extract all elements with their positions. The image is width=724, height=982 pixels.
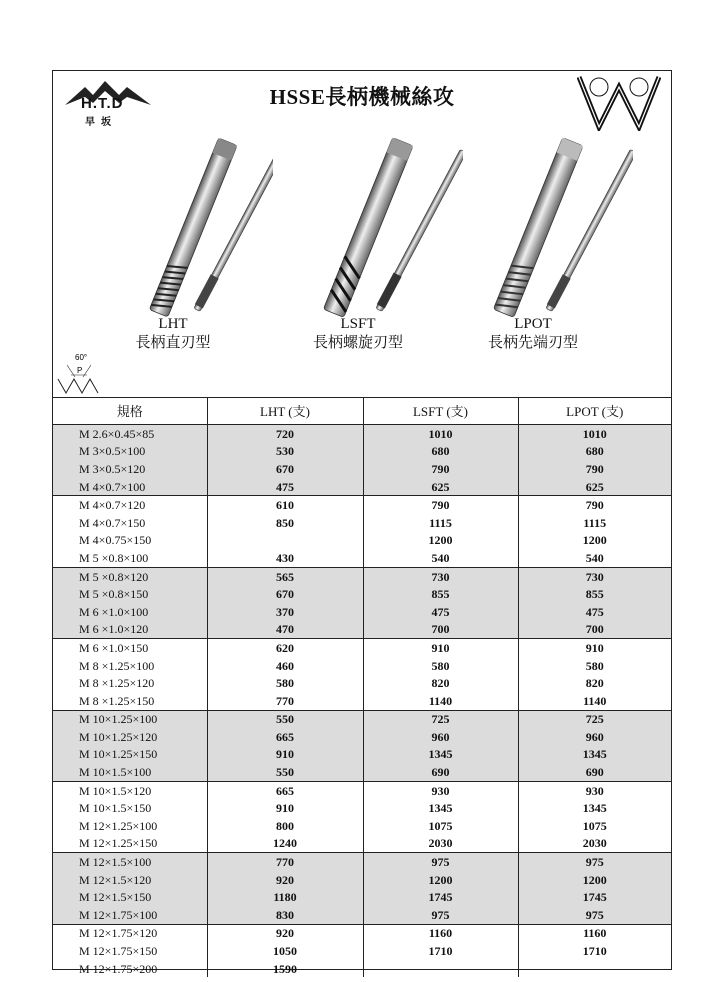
table-row: [53, 746, 671, 764]
cell-lht: 670: [207, 460, 363, 478]
cell-lsft: 1200: [363, 532, 518, 550]
cell-spec: M 10×1.25×100: [53, 710, 207, 728]
cell-lsft: 580: [363, 657, 518, 675]
cell-lpot: 680: [518, 443, 671, 461]
column-header-lpot: LPOT (支): [518, 397, 671, 425]
product-name: 長柄先端刃型: [487, 335, 578, 351]
table-row: [53, 567, 671, 585]
cell-lht: 620: [207, 639, 363, 657]
cell-spec: M 12×1.25×100: [53, 817, 207, 835]
cell-lht: 665: [207, 728, 363, 746]
cell-lht: 1050: [207, 942, 363, 960]
cell-lpot: 1010: [518, 425, 671, 443]
table-row: [53, 853, 671, 871]
cell-lht: 770: [207, 692, 363, 710]
cell-spec: M 12×1.75×150: [53, 942, 207, 960]
cell-lht: 670: [207, 585, 363, 603]
cell-lpot: 975: [518, 853, 671, 871]
cell-spec: M 10×1.5×120: [53, 781, 207, 799]
cell-lsft: 1140: [363, 692, 518, 710]
table-row: [53, 674, 671, 692]
cell-lsft: 725: [363, 710, 518, 728]
table-row: [53, 960, 671, 978]
cell-lsft: 1345: [363, 799, 518, 817]
cell-lsft: 700: [363, 621, 518, 639]
cell-spec: M 12×1.5×120: [53, 871, 207, 889]
cell-spec: M 3×0.5×100: [53, 443, 207, 461]
cell-lsft: 2030: [363, 835, 518, 853]
table-row: [53, 888, 671, 906]
table-row: [53, 906, 671, 924]
page-title: HSSE長柄機械絲攻: [269, 85, 455, 109]
cell-spec: M 12×1.75×120: [53, 924, 207, 942]
cell-lsft: [363, 960, 518, 978]
cell-lsft: 790: [363, 460, 518, 478]
table-row: [53, 478, 671, 496]
cell-lpot: 700: [518, 621, 671, 639]
cell-lht: 475: [207, 478, 363, 496]
cell-lht: 460: [207, 657, 363, 675]
table-row: [53, 460, 671, 478]
cell-lpot: 975: [518, 906, 671, 924]
cell-lpot: 580: [585, 658, 604, 673]
cell-lht: 580: [207, 674, 363, 692]
lht-tap-image-icon: [123, 133, 273, 323]
cell-lpot: 730: [518, 567, 671, 585]
cell-spec: M 12×1.75×100: [53, 906, 207, 924]
table-row: [53, 817, 671, 835]
logo-subtext: 早坂: [85, 117, 117, 128]
cell-lpot: 475: [518, 603, 671, 621]
cell-lsft: 910: [363, 639, 518, 657]
cell-spec: M 12×1.5×100: [53, 853, 207, 871]
cell-lsft: 1115: [363, 514, 518, 532]
cell-lht: 665: [207, 781, 363, 799]
product-name: 長柄直刃型: [135, 335, 211, 351]
cell-lht: 370: [207, 603, 363, 621]
table-row: [53, 603, 671, 621]
cell-spec: M 6 ×1.0×150: [53, 639, 207, 657]
product-caption-lpot: [453, 315, 613, 353]
cell-lht: 800: [207, 817, 363, 835]
cell-lht: 720: [207, 425, 363, 443]
cell-spec: M 4×0.7×150: [53, 514, 207, 532]
cell-lpot: 1160: [518, 924, 671, 942]
cell-lsft: 975: [363, 906, 518, 924]
cell-spec: M 6 ×1.0×120: [53, 621, 207, 639]
cell-spec: M 10×1.5×150: [53, 799, 207, 817]
cell-lpot: 1200: [518, 871, 671, 889]
cell-lsft: 1200: [363, 871, 518, 889]
cell-lpot: 820: [585, 676, 604, 691]
cell-lpot: 725: [518, 710, 671, 728]
cell-spec: M 4×0.7×120: [53, 496, 207, 514]
cell-lht: 430: [207, 549, 363, 567]
lsft-tap-image-icon: [293, 133, 463, 323]
cell-lsft: 475: [363, 603, 518, 621]
cell-lpot: 1345: [518, 746, 671, 764]
table-header-row: [53, 397, 671, 425]
table-row: [53, 942, 671, 960]
cell-lsft: 1345: [363, 746, 518, 764]
table-row: [53, 443, 671, 461]
cell-lsft: 975: [363, 853, 518, 871]
cell-lsft: 730: [363, 567, 518, 585]
table-row: [53, 532, 671, 550]
cell-lsft: 680: [363, 443, 518, 461]
cell-lht: 610: [207, 496, 363, 514]
cell-lsft: 625: [363, 478, 518, 496]
cell-spec: M 6 ×1.0×100: [53, 603, 207, 621]
cell-lht: 830: [207, 906, 363, 924]
cell-lpot: 855: [518, 585, 671, 603]
cell-lpot: 540: [585, 550, 604, 565]
cell-lht: [207, 532, 363, 550]
column-header-lht: LHT (支): [207, 397, 363, 425]
table-row: [53, 621, 671, 639]
cell-lpot: 790: [518, 460, 671, 478]
table-row: [53, 871, 671, 889]
logo-text: H.T.D: [81, 95, 124, 112]
cell-lht: 1180: [207, 888, 363, 906]
cell-lsft: 1010: [363, 425, 518, 443]
product-caption-lsft: [278, 315, 438, 353]
cell-spec: M 8 ×1.25×100: [53, 657, 207, 675]
table-row: [53, 728, 671, 746]
cell-spec: M 3×0.5×120: [53, 460, 207, 478]
cell-lht: 850: [207, 514, 363, 532]
cell-spec: M 10×1.5×100: [53, 763, 207, 781]
cell-lpot: 960: [518, 728, 671, 746]
cell-lpot: 1075: [582, 818, 607, 833]
cell-lht: 920: [207, 924, 363, 942]
table-row: [53, 781, 671, 799]
cell-spec: M 12×1.25×150: [53, 835, 207, 853]
cell-spec: M 5 ×0.8×150: [53, 585, 207, 603]
cell-lpot: 1345: [582, 801, 607, 816]
table-row: [53, 425, 671, 443]
cell-lpot: 1140: [583, 693, 607, 708]
table-row: [53, 496, 671, 514]
product-code: LPOT: [514, 316, 552, 332]
price-table: [53, 397, 671, 977]
product-code: LSFT: [340, 316, 376, 332]
cell-lht: 910: [207, 746, 363, 764]
cell-spec: M 10×1.25×120: [53, 728, 207, 746]
cell-lsft: 1745: [363, 888, 518, 906]
cell-lpot: 910: [518, 639, 671, 657]
product-caption-lht: [93, 315, 253, 353]
table-row: [53, 585, 671, 603]
cell-lpot: 1745: [518, 888, 671, 906]
thread-angle-label: 60°: [75, 353, 88, 362]
cell-lsft: 1710: [363, 942, 518, 960]
product-name: 長柄螺旋刃型: [312, 335, 403, 351]
cell-lpot: 625: [518, 478, 671, 496]
cell-lsft: 1075: [363, 817, 518, 835]
cell-lsft: 1160: [363, 924, 518, 942]
cell-lsft: 790: [363, 496, 518, 514]
cell-lht: 770: [207, 853, 363, 871]
cell-lpot: 1200: [582, 533, 607, 548]
thread-pitch-label: P: [77, 366, 83, 375]
cell-lpot: 1710: [582, 944, 607, 959]
table-row: [53, 924, 671, 942]
table-row: [53, 639, 671, 657]
cell-lsft: 820: [363, 674, 518, 692]
cell-lsft: 540: [363, 549, 518, 567]
cell-spec: M 8 ×1.25×120: [53, 674, 207, 692]
product-code: LHT: [158, 316, 188, 332]
cell-lsft: 855: [363, 585, 518, 603]
cell-spec: M 12×1.5×150: [53, 888, 207, 906]
catalog-header: [53, 71, 671, 398]
cell-lht: 1590: [207, 960, 363, 978]
cell-lht: 550: [207, 710, 363, 728]
cell-lht: 1240: [207, 835, 363, 853]
cell-spec: M 5 ×0.8×100: [53, 549, 207, 567]
column-header-lsft: LSFT (支): [363, 397, 518, 425]
cell-lht: 910: [207, 799, 363, 817]
cell-lht: 565: [207, 567, 363, 585]
cell-lpot: 1115: [583, 515, 607, 530]
cell-lsft: 690: [363, 763, 518, 781]
table-row: [53, 835, 671, 853]
cell-lht: 470: [207, 621, 363, 639]
table-body: [53, 425, 671, 978]
table-row: [53, 514, 671, 532]
cell-spec: M 4×0.75×150: [53, 532, 207, 550]
table-row: [53, 763, 671, 781]
cell-spec: M 8 ×1.25×150: [53, 692, 207, 710]
cell-lsft: 930: [363, 781, 518, 799]
cell-lpot: 690: [518, 763, 671, 781]
thread-profile-icon: [57, 351, 103, 395]
cell-lpot: [518, 960, 671, 978]
table-row: [53, 799, 671, 817]
cell-lht: 530: [207, 443, 363, 461]
cell-lht: 920: [207, 871, 363, 889]
cell-lsft: 960: [363, 728, 518, 746]
catalog-frame: [52, 70, 672, 976]
cell-spec: M 10×1.25×150: [53, 746, 207, 764]
cell-spec: M 4×0.7×100: [53, 478, 207, 496]
table-row: [53, 657, 671, 675]
cell-lpot: 790: [518, 496, 671, 514]
ctw-brand-logo-icon: [577, 73, 661, 131]
cell-lpot: 2030: [582, 836, 607, 851]
cell-spec: M 2.6×0.45×85: [53, 425, 207, 443]
cell-spec: M 5 ×0.8×120: [53, 567, 207, 585]
column-header-spec: 規格: [53, 397, 207, 425]
cell-lpot: 930: [518, 781, 671, 799]
lpot-tap-image-icon: [463, 133, 633, 323]
cell-spec: M 12×1.75×200: [53, 960, 207, 978]
table-row: [53, 692, 671, 710]
table-row: [53, 710, 671, 728]
cell-lht: 550: [207, 763, 363, 781]
table-row: [53, 549, 671, 567]
